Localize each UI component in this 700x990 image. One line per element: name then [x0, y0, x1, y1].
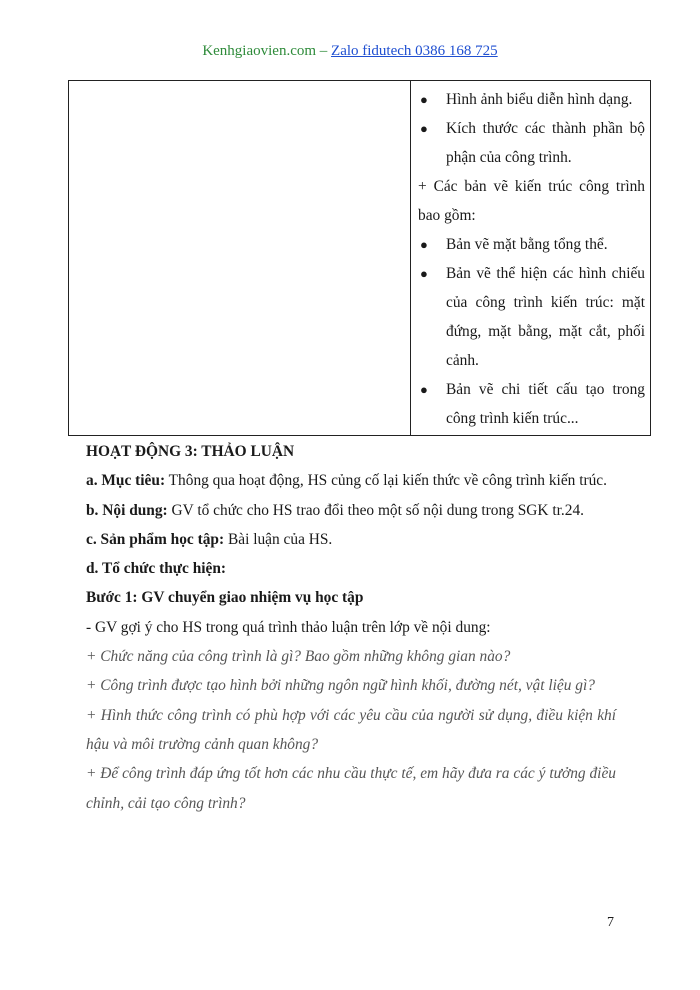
list-item: ● Bản vẽ mặt bằng tổng thể.: [418, 230, 645, 259]
page-number: 7: [607, 915, 614, 930]
intro-line: - GV gợi ý cho HS trong quá trình thảo luận trên lớp về nội dung:: [86, 618, 491, 636]
question-2: + Công trình được tạo hình bởi những ngôn ngữ hình khối, đường nét, vật liệu gì?: [86, 677, 595, 695]
plus-line: + Các bản vẽ kiến trúc công trình bao gồm:: [418, 178, 645, 224]
contact-link[interactable]: Zalo fidutech 0386 168 725: [331, 43, 498, 59]
bullet-icon: ●: [420, 237, 428, 252]
bullet-icon: ●: [420, 266, 428, 281]
question-3: + Hình thức công trình có phù hợp với các yêu cầu của người sử dụng, điều kiện khí hậu và môi trường cảnh quan không?: [86, 706, 616, 753]
step-heading: Bước 1: GV chuyển giao nhiệm vụ học tập: [86, 589, 364, 607]
paragraph-c: c. Sản phẩm học tập: Bài luận của HS.: [86, 530, 333, 548]
bullet-icon: ●: [420, 382, 428, 397]
header-separator: –: [316, 43, 332, 59]
list-item: ● Bản vẽ thể hiện các hình chiếu của công trình kiến trúc: mặt đứng, mặt bằng, mặt cắt, phối cảnh.: [418, 259, 645, 375]
bullet-icon: ●: [420, 121, 428, 136]
question-1: + Chức năng của công trình là gì? Bao gồm những không gian nào?: [86, 648, 511, 666]
list-item: ● Kích thước các thành phần bộ phận của công trình.: [418, 114, 645, 172]
question-4: + Để công trình đáp ứng tốt hơn các nhu cầu thực tế, em hãy đưa ra các ý tưởng điều chỉnh, cải tạo công trình?: [86, 765, 616, 812]
list-item: ● Hình ảnh biểu diễn hình dạng.: [418, 85, 645, 114]
section-heading: HOẠT ĐỘNG 3: THẢO LUẬN: [86, 443, 295, 460]
content-table: [68, 80, 651, 436]
bullet-icon: ●: [420, 92, 428, 107]
paragraph-b: b. Nội dung: GV tổ chức cho HS trao đổi theo một số nội dung trong SGK tr.24.: [86, 501, 585, 519]
site-name: Kenhgiaovien.com: [202, 43, 317, 59]
list-item: ● Bản vẽ chi tiết cấu tạo trong công trình kiến trúc...: [418, 375, 645, 433]
table-left-cell: [69, 81, 411, 435]
main-content: [86, 437, 616, 818]
page-header: [0, 43, 700, 60]
paragraph-d: d. Tổ chức thực hiện:: [86, 560, 227, 578]
table-right-cell: [411, 81, 650, 435]
paragraph-a: a. Mục tiêu: Thông qua hoạt động, HS củng cố lại kiến thức về công trình kiến trúc.: [86, 472, 607, 490]
